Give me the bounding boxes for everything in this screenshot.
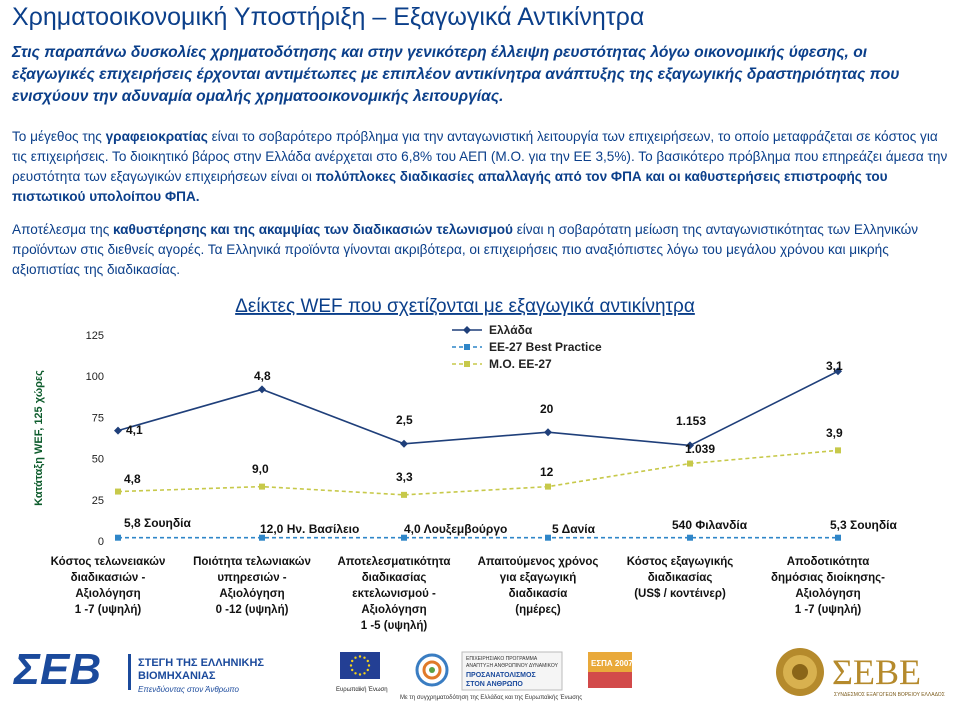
seve-coin-icon xyxy=(776,648,824,696)
data-point xyxy=(115,489,121,495)
eu-caption: Ευρωπαϊκή Ένωση xyxy=(336,687,388,693)
x-category-label: 1 -7 (υψηλή) xyxy=(74,604,142,616)
x-category-label: διαδικασιών - xyxy=(70,572,146,584)
program-text: ΕΠΙΧΕΙΡΗΣΙΑΚΟ ΠΡΟΓΡΑΜΜΑ xyxy=(466,656,538,662)
legend-marker xyxy=(464,344,470,350)
emphasis-text: καθυστέρησης και της ακαμψίας των διαδικασιών τελωνισμού xyxy=(113,222,513,237)
x-category-label: 1 -5 (υψηλή) xyxy=(360,620,428,632)
legend-label: Μ.Ο. ΕΕ-27 xyxy=(489,357,552,371)
paragraph-text: είναι το σοβαρότερο πρόβλημα για την ανταγωνιστική λειτουργία των επιχειρήσεων, το οποίο μεταφράζεται σε κόστος για τις επιχειρήσεις. Το διοικητικό βάρος στην Ελλάδα ανέρχεται στο 6,8% του ΑΕΠ (Μ.Ο. για την ΕΕ 3,5%). Το βασικότερο πρόβλημα που επηρεάζει άμεσα την ρευστότητα των εξαγωγικών επιχειρήσεων είναι οι xyxy=(12,129,948,184)
legend-label: Ελλάδα xyxy=(489,323,533,337)
bureaucracy-paragraph xyxy=(12,127,952,207)
x-category-label: 1 -7 (υψηλή) xyxy=(794,604,862,616)
paragraph-text: Το μέγεθος της xyxy=(12,129,106,144)
x-category-label: εκτελωνισμού - xyxy=(352,588,436,600)
data-label: 4,0 Λουξεμβούργο xyxy=(404,522,508,536)
data-point xyxy=(835,535,841,541)
y-tick-label: 50 xyxy=(91,453,104,466)
program-text: ΠΡΟΣΑΝΑΤΟΛΙΣΜΟΣ xyxy=(466,672,536,679)
x-category-label: 0 -12 (υψηλή) xyxy=(215,604,289,616)
y-tick-label: 100 xyxy=(85,371,104,384)
sev-subtitle: ΒΙΟΜΗΧΑΝΙΑΣ xyxy=(138,670,216,682)
x-category-label: Αποδοτικότητα xyxy=(786,556,870,568)
data-label: 12 xyxy=(540,465,554,479)
x-category-label: για εξαγωγική xyxy=(499,572,577,584)
x-category-label: Κόστος εξαγωγικής xyxy=(626,556,734,568)
data-point xyxy=(258,385,266,393)
y-axis-label: Κατάταξη WEF, 125 χώρες xyxy=(33,370,45,506)
x-category-label: Αξιολόγηση xyxy=(795,588,861,600)
data-point xyxy=(545,535,551,541)
legend-marker xyxy=(463,326,471,334)
paragraph-text: είναι η σοβαρότατη μείωση της ανταγωνιστικότητας των Ελληνικών προϊόντων στις διεθνείς αγορές. Τα Ελληνικά προϊόντα γίνονται ακριβότερα, οι επιχειρήσεις πιο αναξιόπιστες λόγω του μεγάλου χρόνου και μικρής αξιοπιστίας της διαδικασίας. xyxy=(12,222,919,277)
x-category-label: δημόσιας διοίκησης- xyxy=(771,572,885,584)
y-tick-label: 0 xyxy=(97,536,104,548)
x-category-label: διαδικασίας xyxy=(647,572,713,584)
data-point xyxy=(544,428,552,436)
data-label: 9,0 xyxy=(252,462,269,476)
data-point xyxy=(545,484,551,490)
page-title: Χρηματοοικονομική Υποστήριξη – Εξαγωγικά Αντικίνητρα xyxy=(12,3,645,31)
emphasis-text: πολύπλοκες διαδικασίες απαλλαγής από τον ΦΠΑ και οι καθυστερήσεις επιστροφής του πιστωτικού υπολοίπου ΦΠΑ. xyxy=(12,169,888,204)
data-point xyxy=(835,447,841,453)
data-label: 540 Φιλανδία xyxy=(672,518,748,532)
x-category-label: (US$ / κοντέινερ) xyxy=(634,588,726,600)
sev-tagline: Επενδύοντας στον Άνθρωπο xyxy=(138,685,239,694)
y-tick-label: 75 xyxy=(91,412,104,425)
x-category-label: Ποιότητα τελωνιακών xyxy=(193,556,311,568)
data-point xyxy=(687,535,693,541)
program-emblem-icon xyxy=(417,655,447,685)
eu-flag-icon xyxy=(340,652,380,679)
data-label: 12,0 Ην. Βασίλειο xyxy=(260,522,360,536)
seve-logo: ΣΕΒΕ xyxy=(832,652,921,692)
data-label: 2,5 xyxy=(396,413,413,427)
x-category-label: διαδικασίας xyxy=(361,572,427,584)
data-point xyxy=(259,484,265,490)
intro-paragraph: Στις παραπάνω δυσκολίες χρηματοδότησης και στην γενικότερη έλλειψη ρευστότητας λόγω οικονομικής ύφεσης, οι εξαγωγικές επιχειρήσεις έρχονται αντιμέτωπες με επιπλέον αντικίνητρα ανάπτυξης της εξαγωγικής δραστηριότητας που ενισχύουν την αδυναμία ομαλής χρηματοοικονομικής λειτουργίας. xyxy=(12,44,900,105)
data-point xyxy=(115,535,121,541)
sev-divider xyxy=(128,654,131,690)
sev-subtitle: ΣΤΕΓΗ ΤΗΣ ΕΛΛΗΝΙΚΗΣ xyxy=(138,657,265,669)
paragraph-text: Αποτέλεσμα της xyxy=(12,222,114,237)
data-point xyxy=(401,492,407,498)
sponsor-logos-bar xyxy=(0,644,960,701)
data-label: 5 Δανία xyxy=(552,522,595,536)
data-label: 4,8 xyxy=(254,369,271,383)
data-label: 1.039 xyxy=(685,442,716,456)
data-point xyxy=(687,461,693,467)
y-tick-label: 125 xyxy=(85,330,104,342)
chart-title: Δείκτες WEF που σχετίζονται με εξαγωγικά αντικίνητρα xyxy=(235,296,695,317)
data-label: 5,8 Σουηδία xyxy=(124,516,191,530)
espa-logo xyxy=(588,652,654,688)
customs-paragraph xyxy=(12,220,952,280)
x-category-label: Αξιολόγηση xyxy=(75,588,141,600)
data-label: 4,1 xyxy=(126,423,143,437)
program-text: ΣΤΟΝ ΑΝΘΡΩΠΟ xyxy=(466,681,523,688)
data-label: 20 xyxy=(540,402,554,416)
x-category-label: Απαιτούμενος χρόνος xyxy=(477,556,599,568)
legend-label: EE-27 Best Practice xyxy=(489,340,602,354)
x-category-label: Αξιολόγηση xyxy=(219,588,285,600)
program-text: ΑΝΑΠΤΥΞΗ ΑΝΘΡΩΠΙΝΟΥ ΔΥΝΑΜΙΚΟΥ xyxy=(466,663,558,669)
emphasis-text: γραφειοκρατίας xyxy=(105,129,208,144)
data-label: 3,9 xyxy=(826,426,843,440)
wef-indicators-chart xyxy=(0,290,960,644)
espa-text: ΕΣΠΑ 2007-2013 xyxy=(591,659,654,668)
data-label: 3,1 xyxy=(826,359,843,373)
data-label: 4,8 xyxy=(124,472,141,486)
data-point xyxy=(400,440,408,448)
data-point xyxy=(114,427,122,435)
x-category-label: διαδικασία xyxy=(508,588,568,600)
legend-marker xyxy=(464,361,470,367)
x-category-label: (ημέρες) xyxy=(515,604,561,616)
seve-subtitle: ΣΥΝΔΕΣΜΟΣ ΕΞΑΓΩΓΕΩΝ ΒΟΡΕΙΟΥ ΕΛΛΑΔΟΣ xyxy=(834,692,945,698)
x-category-label: υπηρεσιών - xyxy=(217,572,287,584)
data-label: 3,3 xyxy=(396,470,413,484)
y-tick-label: 25 xyxy=(91,494,104,507)
footer-note: Με τη συγχρηματοδότηση της Ελλάδας και της Ευρωπαϊκής Ένωσης xyxy=(400,695,583,701)
x-category-label: Αποτελεσματικότητα xyxy=(337,556,451,568)
x-category-label: Κόστος τελωνειακών xyxy=(50,556,166,568)
series-line xyxy=(118,371,838,445)
sev-logo: ΣΕΒ xyxy=(14,645,102,694)
series-line xyxy=(118,450,838,494)
x-category-label: Αξιολόγηση xyxy=(361,604,427,616)
data-label: 1.153 xyxy=(676,414,707,428)
data-label: 5,3 Σουηδία xyxy=(830,518,897,532)
